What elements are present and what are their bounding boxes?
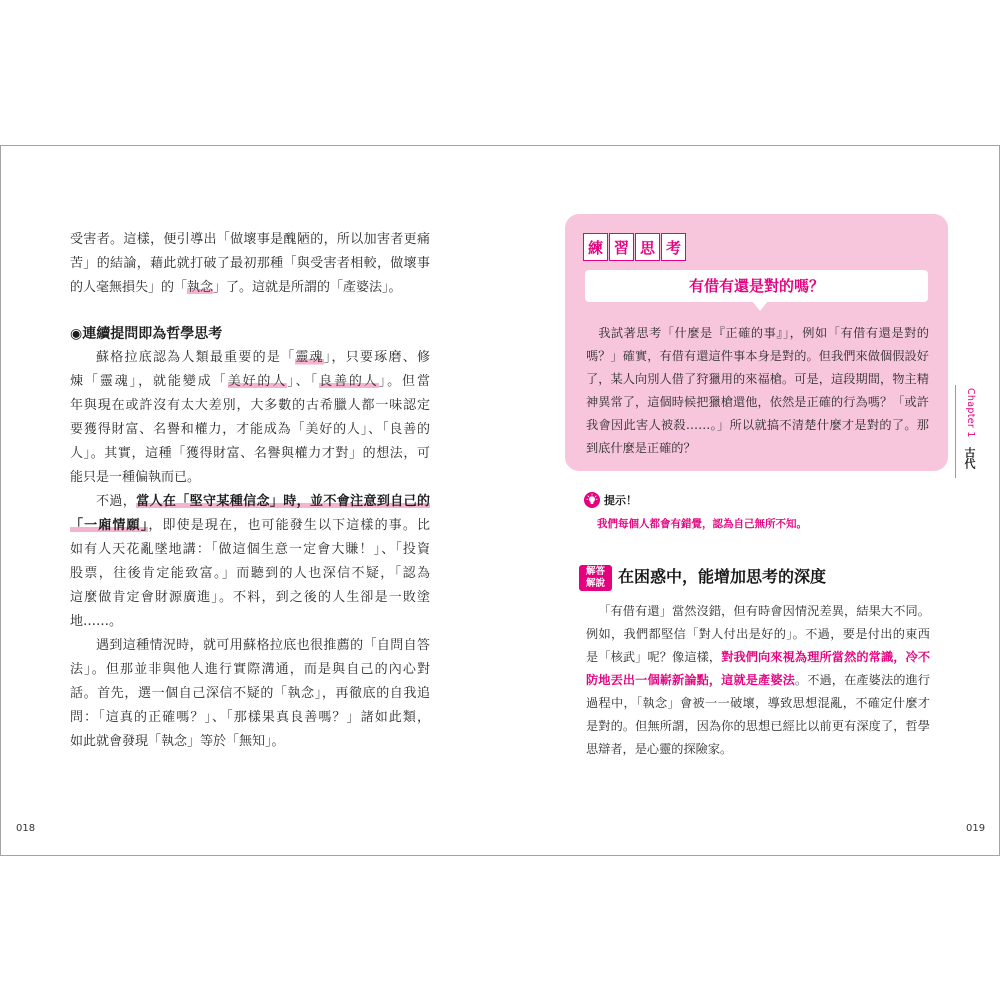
text-run: 這麼做肯定會財源廣進」。不料，到之後的人生卻是一敗塗 — [70, 590, 430, 605]
highlighted-term: 美好的人 — [227, 374, 288, 389]
text-run: 受害者。這樣，便引導出「做壞事是醜陋的，所以加害者更痛 — [70, 232, 430, 247]
continued-paragraph — [70, 228, 430, 300]
text-run: 要獲得財富、名譽和權力，才能成為「美好的人」、「良善的 — [70, 422, 430, 437]
paragraph — [70, 346, 430, 490]
hint-text: 我們每個人都會有錯覺，認為自己無所不知。 — [597, 518, 807, 530]
text-line — [70, 514, 430, 538]
answer-badge — [579, 565, 612, 591]
text-line — [70, 466, 430, 490]
text-run: ，即使是現在，也可能發生以下這樣的事。比 — [148, 518, 430, 533]
text-line — [586, 368, 929, 391]
text-run: 」。但當 — [378, 374, 430, 389]
text-run: 嗎？」確實，有借有還這件事本身是對的。但我們來做個假設好 — [586, 349, 929, 363]
paragraph — [70, 490, 430, 634]
text-run: 人」。其實，這種「獲得財富、名譽與權力才對」的想法，可 — [70, 446, 430, 461]
text-line — [586, 738, 930, 761]
text-line — [586, 437, 929, 460]
section-heading: ◉連續提問即為哲學思考 — [70, 326, 223, 342]
text-line — [586, 669, 930, 692]
paragraph — [586, 322, 929, 460]
text-run: 」了。這就是所謂的「產婆法」。 — [213, 280, 402, 295]
text-line — [70, 442, 430, 466]
text-run: 。不過，在產婆法的進行 — [794, 673, 930, 687]
answer-heading: 在困惑中，能增加思考的深度 — [618, 567, 827, 586]
text-run: 如此就會發現「執念」等於「無知」。 — [70, 734, 285, 749]
text-run: 煉「靈魂」，就能變成「 — [70, 374, 228, 389]
text-run: 如有人天花亂墜地講：「做這個生意一定會大賺！」、「投資 — [70, 542, 430, 557]
text-run: 是對的。但無所謂，因為你的思想已經比以前更有深度了，哲學 — [586, 719, 930, 733]
text-run: 過程中，「執念」會被一一破壞，導致思想混亂，不確定什麼才 — [586, 696, 930, 710]
paragraph — [70, 634, 430, 754]
highlighted-term: 執念 — [187, 280, 214, 295]
text-run: 法」。但那並非與他人進行實際溝通，而是與自己的內心對 — [70, 662, 430, 677]
chapter-tab-label: Chapter 1 — [965, 388, 976, 438]
text-run: 年與現在或許沒有太大差別，大多數的古希臘人都一味認定 — [70, 398, 430, 413]
text-run: 」，只要琢磨、修 — [323, 350, 430, 365]
lightbulb-icon — [584, 492, 600, 508]
text-run: 了，某人向別人借了狩獵用的來福槍。可是，這段期間，物主精 — [586, 372, 929, 386]
text-line — [70, 276, 430, 300]
text-run: 我試著思考「什麼是『正確的事』」，例如「有借有還是對的 — [598, 326, 929, 340]
page-number-right: 019 — [966, 823, 986, 834]
text-run: 遇到這種情況時，就可用蘇格拉底也很推薦的「自問自答 — [96, 638, 430, 653]
text-run: 我會因此害人被殺……。」所以就搞不清楚什麼才是對的了。那 — [586, 418, 929, 432]
text-run: 是「核武」呢？像這樣， — [586, 650, 722, 664]
emphasized-phrase: 「一廂情願」 — [70, 518, 149, 533]
text-line — [70, 252, 430, 276]
text-line — [70, 490, 430, 514]
text-run: 話。首先，選一個自己深信不疑的「執念」，再徹底的自我追 — [70, 686, 430, 701]
text-line — [70, 562, 430, 586]
text-line — [70, 586, 430, 610]
text-run: 蘇格拉底認為人類最重要的是「 — [96, 350, 296, 365]
text-line — [586, 345, 929, 368]
text-run: 問：「這真的正確嗎？」、「那樣果真良善嗎？」諸如此類， — [70, 710, 430, 725]
chapter-tab-rule — [955, 385, 956, 478]
exercise-label-char: 考 — [661, 233, 686, 261]
text-line — [586, 623, 930, 646]
exercise-body — [586, 322, 929, 460]
text-run: 思辯者，是心靈的探險家。 — [586, 742, 733, 756]
accent-phrase: 對我們向來視為理所當然的常識，冷不 — [721, 650, 930, 664]
text-line — [70, 682, 430, 706]
page-number-left: 018 — [16, 823, 36, 834]
text-line — [70, 370, 430, 394]
paragraph — [586, 600, 930, 761]
text-line — [586, 715, 930, 738]
text-run: 股票，往後肯定能致富。」而聽到的人也深信不疑，「認為 — [70, 566, 430, 581]
text-run: 「有借有還」當然沒錯，但有時會因情況差異，結果大不同。 — [598, 604, 930, 618]
exercise-label-char: 思 — [635, 233, 660, 261]
text-run: 不過， — [96, 494, 137, 509]
text-line — [70, 706, 430, 730]
answer-badge-line: 解答 — [585, 566, 605, 577]
emphasized-phrase: 當人在「堅守某種信念」時，並不會注意到自己的 — [136, 494, 430, 509]
text-line — [586, 692, 930, 715]
text-run: 例如，我們都堅信「對人付出是好的」。不過，要是付出的東西 — [586, 627, 930, 641]
text-line — [70, 418, 430, 442]
text-line — [70, 658, 430, 682]
text-line — [70, 538, 430, 562]
chapter-tab-era: 古代 — [963, 447, 976, 469]
question-bubble — [585, 270, 928, 302]
text-line — [586, 391, 929, 414]
exercise-label — [583, 233, 686, 261]
text-line — [70, 730, 430, 754]
body-paragraphs — [70, 346, 430, 754]
text-run: 」、「 — [287, 374, 320, 389]
text-line — [70, 346, 430, 370]
highlighted-term: 靈魂 — [295, 350, 324, 365]
exercise-box — [565, 214, 948, 471]
text-run: 地……。 — [70, 614, 123, 629]
text-run: 苦」的結論，藉此就打破了最初那種「與受害者相較，做壞事 — [70, 256, 430, 271]
exercise-label-char: 習 — [609, 233, 634, 261]
hint-label: 提示！ — [604, 494, 637, 507]
text-run: 的人毫無損失」的「 — [70, 280, 188, 295]
text-run: 神異常了，這個時候把獵槍還他，依然是正確的行為嗎？「或許 — [586, 395, 929, 409]
exercise-question: 有借有還是對的嗎？ — [688, 277, 824, 295]
text-line — [70, 634, 430, 658]
left-page-text — [70, 228, 430, 754]
text-line — [586, 600, 930, 623]
text-line — [70, 228, 430, 252]
text-line — [70, 610, 430, 634]
bubble-tail — [752, 301, 768, 311]
highlighted-term: 良善的人 — [319, 374, 379, 389]
answer-badge-line: 解說 — [585, 578, 605, 589]
text-line — [586, 414, 929, 437]
exercise-label-char: 練 — [583, 233, 608, 261]
text-run: 能只是一種偏執而已。 — [70, 470, 201, 485]
text-line — [70, 394, 430, 418]
answer-body — [586, 600, 930, 761]
text-line — [586, 322, 929, 345]
text-run: 到底什麼是正確的？ — [586, 441, 696, 455]
text-line — [586, 646, 930, 669]
accent-phrase: 防地丟出一個嶄新論點，這就是產婆法 — [586, 673, 795, 687]
